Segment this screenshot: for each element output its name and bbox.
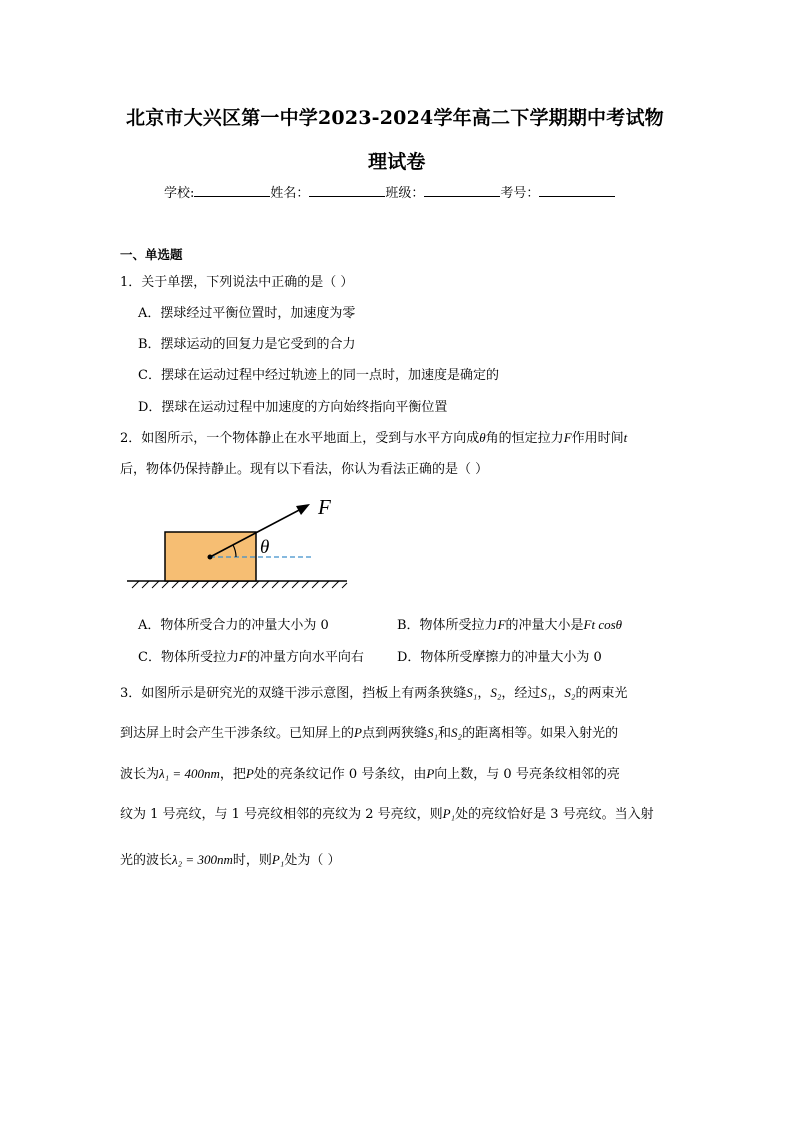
q3-text-5a: 光的波长	[120, 853, 173, 868]
q3-text-1d: ，	[551, 686, 565, 701]
q3-line1	[120, 682, 627, 701]
q3-text-3c: 处的亮条纹记作 0 号条纹，由	[253, 767, 427, 782]
q3-point-p-c: P	[426, 766, 435, 781]
q3-lambda2: λ₂ = 300nm	[172, 852, 233, 867]
school-blank[interactable]	[194, 183, 270, 197]
q3-text-3b: ，把	[219, 767, 246, 782]
q2-option-b	[397, 614, 622, 633]
q3-text-3a: 波长为	[120, 767, 160, 782]
q2-force-symbol: F	[563, 430, 572, 445]
q2-option-a: A．物体所受合力的冲量大小为 0	[138, 618, 329, 633]
q1-option-c: C．摆球在运动过程中经过轨迹上的同一点时，加速度是确定的	[138, 368, 499, 383]
q3-text-1b: ，	[477, 686, 491, 701]
q2-time-symbol: t	[623, 430, 628, 445]
q3-line4	[120, 803, 654, 822]
q1-option-b: B．摆球运动的回复力是它受到的合力	[138, 337, 356, 352]
q3-text-2b: 点到两狭缝	[361, 726, 427, 741]
q3-text-2a: 到达屏上时会产生干涉条纹。已知屏上的	[120, 726, 355, 741]
q3-text-3d: 向上数，与 0 号亮条纹相邻的亮	[434, 767, 620, 782]
q2-option-d: D．物体所受摩擦力的冲量大小为 0	[397, 650, 602, 665]
q2-option-b-text-a: B．物体所受拉力	[397, 618, 498, 633]
q3-slit-s1: S₁	[466, 685, 478, 700]
q3-point-p: P	[354, 725, 362, 740]
q2-option-b-text-b: 的冲量大小是	[505, 618, 584, 633]
q2-option-c	[138, 646, 364, 665]
q2-stem-text-b: 角的恒定拉力	[485, 431, 564, 446]
q3-text-1e: 的两束光	[575, 686, 628, 701]
class-label: 班级：	[385, 186, 425, 201]
q2-figure	[120, 490, 360, 590]
page-title-line2: 理试卷	[368, 151, 426, 173]
ground-hatching	[132, 581, 347, 588]
q3-text-4a: 纹为 1 号亮纹，与 1 号亮纹相邻的亮纹为 2 号亮纹，则	[120, 807, 443, 822]
angle-label: θ	[260, 537, 270, 558]
q3-text-4b: 处的亮纹恰好是 3 号亮纹。当入射	[455, 807, 654, 822]
q3-text-5c: 处为（ ）	[284, 853, 341, 868]
name-label: 姓名：	[270, 186, 310, 201]
name-blank[interactable]	[309, 183, 385, 197]
q2-option-c-force: F	[238, 649, 247, 664]
q2-option-b-expr: Ft cosθ	[583, 617, 623, 632]
q3-slit-s2-c: S₂	[451, 725, 463, 740]
q3-line2	[120, 722, 618, 741]
q3-text-1c: ，经过	[501, 686, 541, 701]
q2-option-c-text-a: C．物体所受拉力	[138, 650, 239, 665]
class-blank[interactable]	[424, 183, 500, 197]
q3-point-p1: P₁	[442, 806, 456, 821]
student-info-line	[164, 182, 615, 201]
q1-option-a: A．摆球经过平衡位置时，加速度为零	[138, 306, 356, 321]
q2-stem-text-c: 作用时间	[571, 431, 624, 446]
application-point	[208, 555, 213, 560]
q3-slit-s1-b: S₁	[540, 685, 552, 700]
q2-stem-text-a: 2．如图所示，一个物体静止在水平地面上，受到与水平方向成	[120, 431, 480, 446]
q3-lambda1: λ₁ = 400nm	[159, 766, 220, 781]
q3-slit-s1-c: S₁	[426, 725, 439, 740]
q2-option-b-force: F	[497, 617, 506, 632]
exam-no-blank[interactable]	[539, 183, 615, 197]
q1-stem: 1．关于单摆，下列说法中正确的是（ ）	[120, 275, 354, 290]
q1-option-d: D．摆球在运动过程中加速度的方向始终指向平衡位置	[138, 400, 448, 415]
q2-option-c-text-b: 的冲量方向水平向右	[246, 650, 364, 665]
exam-no-label: 考号：	[500, 186, 540, 201]
q3-text-2d: 的距离相等。如果入射光的	[462, 726, 619, 741]
q3-line3	[120, 763, 620, 782]
force-arrowhead	[296, 504, 310, 515]
section-heading: 一、单选题	[120, 247, 183, 262]
q3-point-p1-b: P₁	[271, 852, 285, 867]
q2-stem-line1	[120, 427, 627, 446]
school-label: 学校:	[164, 186, 195, 201]
q2-stem-line2: 后，物体仍保持静止。现有以下看法，你认为看法正确的是（ ）	[120, 462, 489, 477]
q2-theta: θ	[479, 430, 486, 445]
q3-text-5b: 时，则	[232, 853, 272, 868]
q3-line5	[120, 849, 340, 868]
page-title-line1: 北京市大兴区第一中学2023-2024学年高二下学期期中考试物	[126, 107, 664, 129]
q3-text-2c: 和	[438, 726, 452, 741]
q3-slit-s2-b: S₂	[564, 685, 576, 700]
q3-slit-s2: S₂	[490, 685, 502, 700]
q3-text-1a: 3．如图所示是研究光的双缝干涉示意图，挡板上有两条狭缝	[120, 686, 467, 701]
q3-point-p-b: P	[245, 766, 254, 781]
force-label: F	[318, 495, 331, 519]
